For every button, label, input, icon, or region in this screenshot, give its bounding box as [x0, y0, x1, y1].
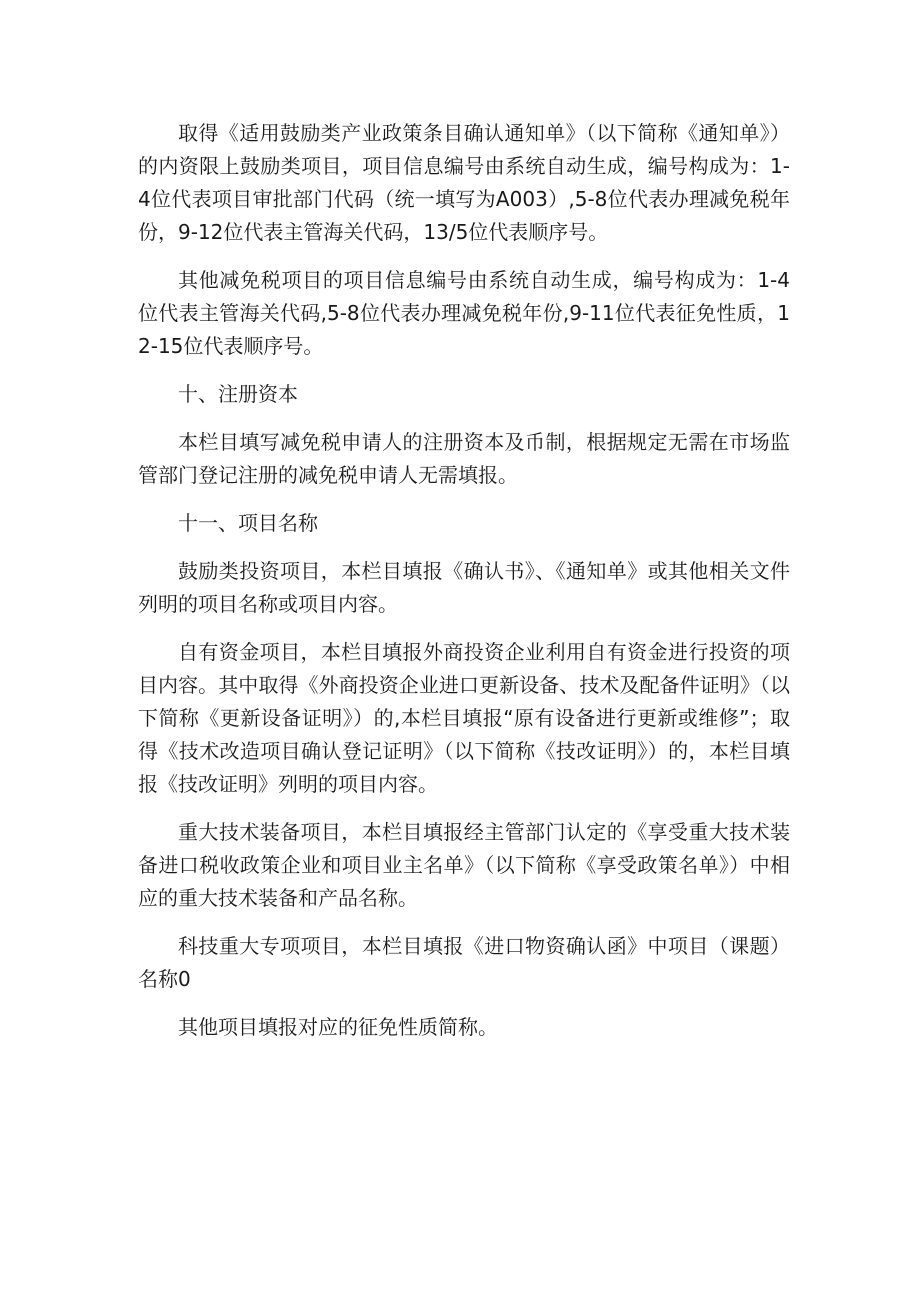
section-heading-registered-capital: 十、注册资本: [178, 382, 298, 406]
paragraph-other-project-code: 其他减免税项目的项目信息编号由系统自动生成，编号构成为：1-4位代表主管海关代码,5-8位代表办理减免税年份,9-11位代表征免性质，12-15位代表顺序号。: [138, 268, 790, 358]
section-heading-project-name: 十一、项目名称: [178, 511, 318, 535]
paragraph-registered-capital: 本栏目填写减免税申请人的注册资本及币制，根据规定无需在市场监管部门登记注册的减免税申请人无需填报。: [138, 430, 790, 487]
paragraph-encouraged-project-code: 取得《适用鼓励类产业政策条目确认通知单》（以下简称《通知单》）的内资限上鼓励类项目，项目信息编号由系统自动生成，编号构成为：1-4位代表项目审批部门代码（统一填写为A003）,5-8位代表办理减免税年份，9-12位代表主管海关代码，13/5位代表顺序号。: [138, 121, 790, 244]
document-body: [138, 117, 790, 1059]
paragraph-tech-special-project: 科技重大专项项目，本栏目填报《进口物资确认函》中项目（课题）名称0: [138, 934, 790, 991]
paragraph-other-projects: 其他项目填报对应的征免性质简称。: [178, 1015, 498, 1039]
paragraph-encouraged-investment: 鼓励类投资项目，本栏目填报《确认书》、《通知单》或其他相关文件列明的项目名称或项目内容。: [138, 559, 790, 616]
paragraph-self-funded: 自有资金项目，本栏目填报外商投资企业利用自有资金进行投资的项目内容。其中取得《外商投资企业进口更新设备、技术及配备件证明》（以下简称《更新设备证明》）的,本栏目填报“原有设备进行更新或维修”；取得《技术改造项目确认登记证明》（以下简称《技改证明》）的，本栏目填报《技改证明》列明的项目内容。: [138, 640, 790, 796]
paragraph-major-equipment: 重大技术装备项目，本栏目填报经主管部门认定的《享受重大技术装备进口税收政策企业和项目业主名单》（以下简称《享受政策名单》）中相应的重大技术装备和产品名称。: [138, 820, 790, 910]
